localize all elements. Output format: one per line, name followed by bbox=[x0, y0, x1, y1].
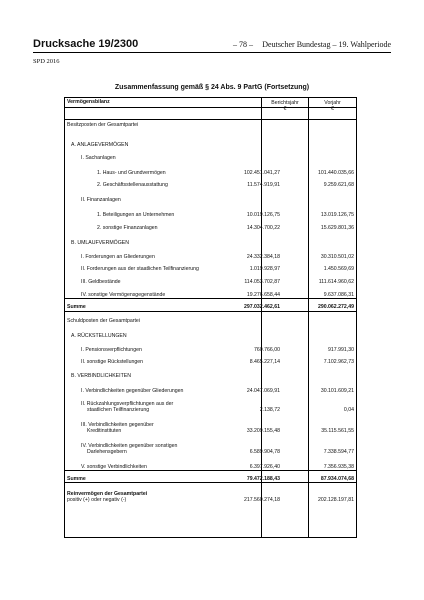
row-label: I. Forderungen an Gliederungen bbox=[81, 254, 155, 260]
column-header-current: Berichtsjahr € bbox=[271, 100, 299, 112]
row-label: Summe bbox=[67, 476, 86, 482]
row-label: Darlehensgebern bbox=[87, 449, 127, 455]
row-label: B. UMLAUFVERMÖGEN bbox=[71, 240, 129, 246]
value-previous: 1.450.569,69 bbox=[323, 266, 354, 272]
value-previous: 30.101.609,21 bbox=[320, 388, 354, 394]
row-label: Besitzposten der Gesamtpartei bbox=[67, 122, 139, 128]
column-divider bbox=[261, 98, 262, 537]
row-label: B. VERBINDLICHKEITEN bbox=[71, 373, 131, 379]
header-rule bbox=[65, 119, 356, 120]
value-previous: 0,04 bbox=[343, 407, 354, 413]
value-previous: 9.637.086,31 bbox=[323, 292, 354, 298]
value-previous: 30.310.501,02 bbox=[320, 254, 354, 260]
column-header-label: Vermögensbilanz bbox=[67, 99, 110, 105]
row-label: II. Rückzahlungsverpflichtungen aus der bbox=[81, 401, 174, 407]
value-previous: 202.128.197,81 bbox=[317, 497, 354, 503]
row-label: 1. Haus- und Grundvermögen bbox=[97, 170, 166, 176]
value-previous: 917.991,30 bbox=[328, 347, 354, 353]
value-current: 24.332.384,18 bbox=[246, 254, 280, 260]
row-rule bbox=[65, 482, 356, 483]
row-label: II. sonstige Rückstellungen bbox=[81, 359, 143, 365]
row-label: III. Verbindlichkeiten gegenüber bbox=[81, 422, 154, 428]
value-current: 33.209.155,48 bbox=[246, 428, 280, 434]
row-label: Reinvermögen der Gesamtpartei bbox=[67, 491, 148, 497]
value-current: 24.047.069,91 bbox=[246, 388, 280, 394]
row-label: Schuldposten der Gesamtpartei bbox=[67, 318, 140, 324]
value-current: 217.560.274,18 bbox=[243, 497, 280, 503]
row-label: Kreditinstituten bbox=[87, 428, 122, 434]
balance-table bbox=[64, 97, 357, 538]
row-rule bbox=[65, 298, 356, 299]
value-current: 1.019.928,97 bbox=[249, 266, 280, 272]
row-label: I. Pensionsverpflichtungen bbox=[81, 347, 142, 353]
value-previous: 35.115.561,55 bbox=[321, 428, 354, 434]
value-previous: 9.259.621,68 bbox=[323, 182, 354, 188]
value-previous: 87.934.074,68 bbox=[320, 476, 354, 482]
value-previous: 13.019.126,75 bbox=[320, 212, 354, 218]
value-current: 79.472.188,43 bbox=[246, 476, 280, 482]
table-title: Zusammenfassung gemäß § 24 Abs. 9 PartG (Fortsetzung) bbox=[114, 84, 310, 91]
value-previous: 7.102.962,73 bbox=[323, 359, 354, 365]
document-number: Drucksache 19/2300 bbox=[33, 38, 139, 50]
row-label: 1. Beteiligungen an Unternehmen bbox=[97, 212, 175, 218]
value-current: 6.589.904,78 bbox=[249, 449, 280, 455]
row-label: positiv (+) oder negativ (-) bbox=[67, 497, 127, 503]
value-current: 2.138,72 bbox=[259, 407, 280, 413]
value-current: 760.766,00 bbox=[254, 347, 280, 353]
row-label: I. Verbindlichkeiten gegenüber Gliederungen bbox=[81, 388, 184, 394]
column-header-previous: Vorjahr € bbox=[324, 100, 341, 112]
value-current: 14.304.700,22 bbox=[246, 225, 280, 231]
value-previous: 290.062.272,49 bbox=[317, 304, 354, 310]
row-label: II. Forderungen aus der staatlichen Teilfinanzierung bbox=[81, 266, 199, 272]
value-current: 11.574.919,91 bbox=[247, 182, 280, 188]
row-label: I. Sachanlagen bbox=[81, 155, 116, 161]
row-label: staatlichen Teilfinanzierung bbox=[87, 407, 150, 413]
row-rule bbox=[65, 311, 356, 312]
value-previous: 15.629.801,36 bbox=[320, 225, 354, 231]
value-previous: 7.338.594,77 bbox=[323, 449, 354, 455]
page-header bbox=[33, 38, 391, 53]
row-label: A. RÜCKSTELLUNGEN bbox=[71, 333, 127, 339]
page-number: – 78 – bbox=[233, 40, 253, 49]
row-label: IV. Verbindlichkeiten gegenüber sonstigen bbox=[81, 443, 178, 449]
value-current: 114.053.702,87 bbox=[244, 279, 280, 285]
column-divider bbox=[308, 98, 309, 537]
row-label: V. sonstige Verbindlichkeiten bbox=[81, 464, 147, 470]
value-previous: 101.440.035,66 bbox=[317, 170, 354, 176]
value-current: 10.019.126,75 bbox=[246, 212, 280, 218]
row-label: Summe bbox=[67, 304, 86, 310]
row-label: II. Finanzanlagen bbox=[81, 197, 121, 203]
value-current: 8.465.227,14 bbox=[249, 359, 280, 365]
row-rule bbox=[65, 470, 356, 471]
party-label: SPD 2016 bbox=[33, 58, 60, 65]
value-previous: 7.356.935,38 bbox=[323, 464, 354, 470]
header-rule bbox=[65, 107, 356, 108]
row-label: A. ANLAGEVERMÖGEN bbox=[71, 142, 129, 148]
value-current: 6.397.926,40 bbox=[249, 464, 280, 470]
row-label: III. Geldbestände bbox=[81, 279, 121, 285]
row-label: IV. sonstige Vermögensgegenstände bbox=[81, 292, 166, 298]
row-label: 2. sonstige Finanzanlagen bbox=[97, 225, 158, 231]
row-label: 2. Geschäftsstellenausstattung bbox=[97, 182, 168, 188]
value-current: 19.276.658,44 bbox=[246, 292, 280, 298]
publisher: Deutscher Bundestag – 19. Wahlperiode bbox=[262, 40, 391, 49]
value-current: 297.032.462,61 bbox=[243, 304, 280, 310]
value-previous: 111.614.960,62 bbox=[318, 279, 354, 285]
value-current: 102.451.041,27 bbox=[243, 170, 280, 176]
